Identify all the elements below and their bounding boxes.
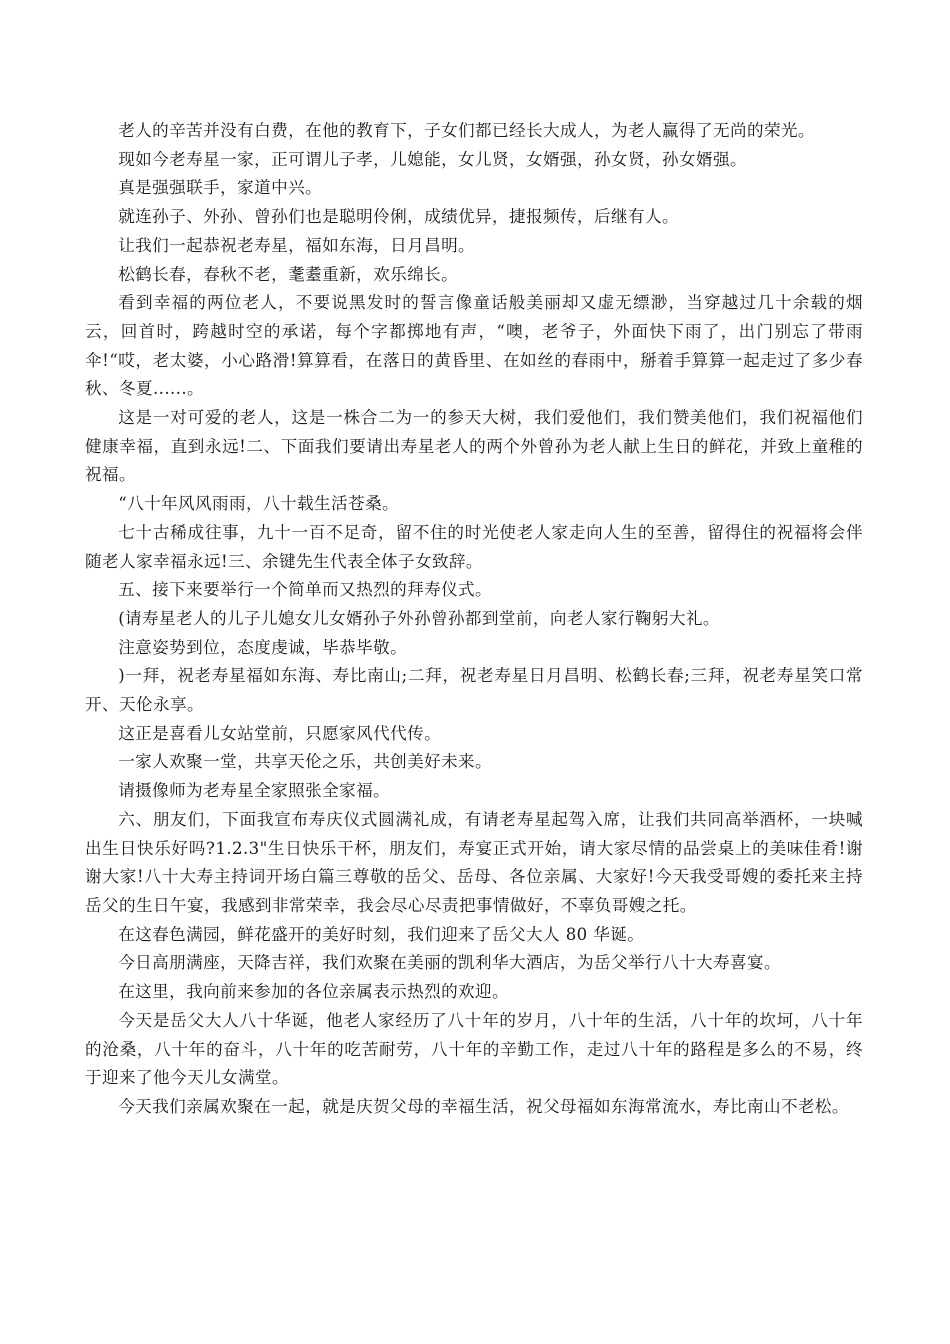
paragraph: 在这里，我向前来参加的各位亲属表示热烈的欢迎。: [118, 982, 510, 1002]
paragraph: 今天我们亲属欢聚在一起，就是庆贺父母的幸福生活，祝父母福如东海常流水，寿比南山不老松。: [118, 1096, 849, 1116]
paragraph: 注意姿势到位，态度虔诚，毕恭毕敬。: [118, 637, 408, 657]
paragraph: 松鹤长春，春秋不老，耄耋重新，欢乐绵长。: [118, 264, 459, 284]
paragraph: 六、朋友们，下面我宣布寿庆仪式圆满礼成，有请老寿星起驾入席，让我们共同高举酒杯，一块喊出生日快乐好吗?1.2.3"生日快乐干杯，朋友们，寿宴正式开始，请大家尽情的品尝桌上的美味佳肴!谢谢大家!八十大寿主持词开场白篇三尊敬的岳父、岳母、各位亲属、大家好!今天我受哥嫂的委托来主持岳父的生日午宴，我感到非常荣幸，我会尽心尽责把事情做好，不辜负哥嫂之托。: [85, 809, 863, 915]
paragraph: 这是一对可爱的老人，这是一株合二为一的参天大树，我们爱他们，我们赞美他们，我们祝福他们健康幸福，直到永远!二、下面我们要请出寿星老人的两个外曾孙为老人献上生日的鲜花，并致上童稚的祝福。: [85, 408, 863, 485]
paragraph: 真是强强联手，家道中兴。: [118, 178, 323, 198]
paragraph: 这正是喜看儿女站堂前，只愿家风代代传。: [118, 723, 442, 743]
paragraph: 今日高朋满座，天降吉祥，我们欢聚在美丽的凯利华大酒店，为岳父举行八十大寿喜宴。: [118, 953, 781, 973]
paragraph: 现如今老寿星一家，正可谓儿子孝，儿媳能，女儿贤，女婿强，孙女贤，孙女婿强。: [118, 149, 747, 169]
paragraph: 请摄像师为老寿星全家照张全家福。: [118, 781, 391, 801]
paragraph: 在这春色满园，鲜花盛开的美好时刻，我们迎来了岳父大人 80 华诞。: [118, 924, 645, 944]
paragraph: 让我们一起恭祝老寿星，福如东海，日月昌明。: [118, 235, 476, 255]
paragraph: “八十年风风雨雨，八十载生活苍桑。: [118, 494, 399, 514]
paragraph: 今天是岳父大人八十华诞，他老人家经历了八十年的岁月，八十年的生活，八十年的坎坷，八十年的沧桑，八十年的奋斗，八十年的吃苦耐劳，八十年的辛勤工作，走过八十年的路程是多么的不易，终于迎来了他今天儿女满堂。: [85, 1010, 863, 1088]
document-body: [85, 117, 863, 1122]
paragraph: (请寿星老人的儿子儿媳女儿女婿孙子外孙曾孙都到堂前，向老人家行鞠躬大礼。: [118, 608, 720, 628]
paragraph: )一拜，祝老寿星福如东海、寿比南山;二拜，祝老寿星日月昌明、松鹤长春;三拜，祝老寿星笑口常开、天伦永享。: [85, 666, 863, 715]
paragraph: 看到幸福的两位老人，不要说黑发时的誓言像童话般美丽却又虚无缥渺，当穿越过几十余载的烟云，回首时，跨越时空的承诺，每个字都掷地有声，“噢，老爷子，外面快下雨了，出门别忘了带雨伞!“哎，老太婆，小心路滑!算算看，在落日的黄昏里、在如丝的春雨中，掰着手算算一起走过了多少春秋、冬夏......。: [85, 293, 863, 399]
paragraph: 七十古稀成往事，九十一百不足奇，留不住的时光使老人家走向人生的至善，留得住的祝福将会伴随老人家幸福永远!三、余键先生代表全体子女致辞。: [85, 522, 863, 571]
paragraph: 一家人欢聚一堂，共享天伦之乐，共创美好未来。: [118, 752, 493, 772]
paragraph: 就连孙子、外孙、曾孙们也是聪明伶俐，成绩优异，捷报频传，后继有人。: [118, 207, 679, 227]
paragraph: 老人的辛苦并没有白费，在他的教育下，子女们都已经长大成人，为老人赢得了无尚的荣光。: [118, 121, 815, 140]
paragraph: 五、接下来要举行一个简单而又热烈的拜寿仪式。: [118, 580, 493, 600]
